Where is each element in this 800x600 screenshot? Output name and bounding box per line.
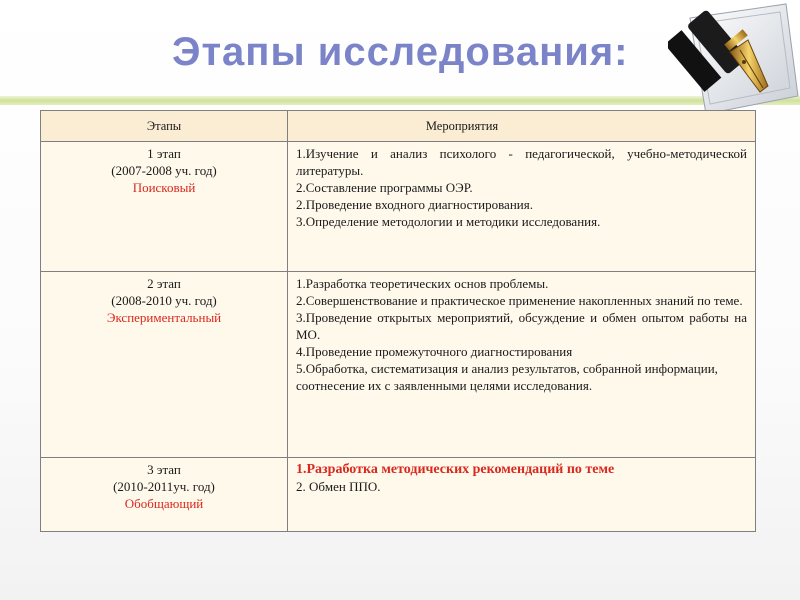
column-header-events: Мероприятия	[288, 111, 756, 142]
table-row	[41, 272, 756, 458]
page-title: Этапы исследования:	[172, 30, 629, 74]
event-item: 4.Проведение промежуточного диагностирования	[296, 344, 573, 359]
stage-name: Поисковый	[132, 180, 196, 195]
events-cell	[288, 272, 756, 458]
stage-number: 1 этап	[147, 146, 181, 161]
event-item: 2. Обмен ППО.	[296, 479, 381, 494]
stage-number: 3 этап	[147, 462, 181, 477]
events-cell	[288, 458, 756, 532]
column-header-stages: Этапы	[41, 111, 288, 142]
stage-years: (2010-2011уч. год)	[113, 479, 215, 494]
stage-cell	[41, 272, 288, 458]
event-item: 2.Совершенствование и практическое применение накопленных знаний по теме.	[296, 293, 743, 308]
stage-name: Экспериментальный	[106, 310, 222, 325]
fountain-pen-icon	[668, 0, 800, 118]
stage-name: Обобщающий	[124, 496, 204, 511]
event-item: 5.Обработка, систематизация и анализ результатов, собранной информации,	[296, 361, 718, 376]
stage-years: (2008-2010 уч. год)	[111, 293, 217, 308]
event-item: 2.Составление программы ОЭР.	[296, 180, 473, 195]
event-item: 3.Определение методологии и методики исследования.	[296, 214, 601, 229]
event-item: соотнесение их с заявленными целями исследования.	[296, 378, 593, 393]
table-row	[41, 142, 756, 272]
events-cell	[288, 142, 756, 272]
stage-cell	[41, 458, 288, 532]
stage-cell	[41, 142, 288, 272]
event-item: 3.Проведение открытых мероприятий, обсуждение и обмен опытом работы на МО.	[296, 310, 747, 342]
event-item-highlighted: 1.Разработка методических рекомендаций по теме	[296, 462, 615, 477]
stage-number: 2 этап	[147, 276, 181, 291]
event-item: 1.Разработка теоретических основ проблемы.	[296, 276, 549, 291]
table-row	[41, 458, 756, 532]
stage-years: (2007-2008 уч. год)	[111, 163, 217, 178]
event-item: 1.Изучение и анализ психолого - педагогической, учебно-методической литературы.	[296, 146, 747, 178]
table-header-row	[41, 111, 756, 142]
event-item: 2.Проведение входного диагностирования.	[296, 197, 533, 212]
stages-table	[40, 110, 756, 532]
